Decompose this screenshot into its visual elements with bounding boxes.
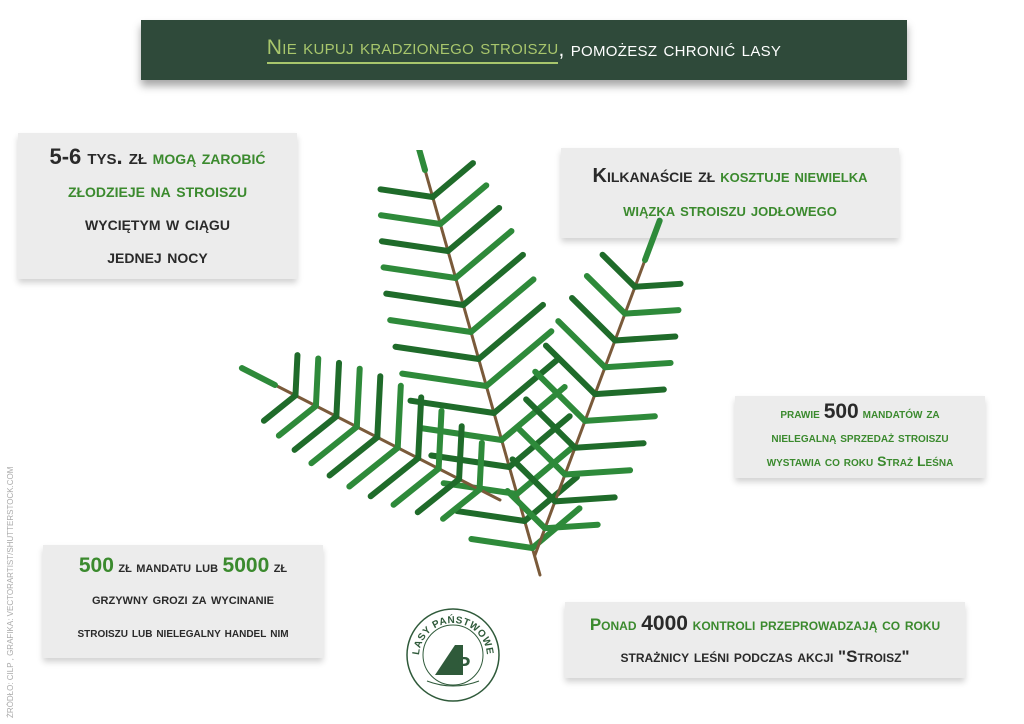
fir-needle xyxy=(377,376,380,437)
fir-branch-illustration xyxy=(235,150,735,590)
lasy-panstwowe-logo xyxy=(405,607,501,703)
fir-needle xyxy=(382,241,448,251)
fir-needle xyxy=(645,221,660,260)
fir-needle xyxy=(386,294,463,305)
fir-needle xyxy=(479,305,543,359)
card1-line3: wyciętym w ciągu xyxy=(85,213,230,235)
fir-needle xyxy=(390,320,471,332)
fact-card-fines xyxy=(735,396,985,478)
fir-needle xyxy=(418,397,421,458)
fir-needle xyxy=(565,470,630,474)
banner-rest: , pomożesz chronić lasy xyxy=(558,38,782,61)
card4-mid1: zł mandatu lub xyxy=(113,559,223,576)
fir-needle xyxy=(459,426,462,479)
fir-needle xyxy=(625,310,678,314)
fir-needle xyxy=(635,284,681,287)
branch-twig xyxy=(535,260,645,555)
card3-line1 xyxy=(735,400,985,425)
fir-needle xyxy=(279,406,316,436)
card5-post: kontroli przeprowadzają co roku xyxy=(687,615,941,634)
card3-line3: wystawia co roku Straż Leśna xyxy=(766,453,954,469)
fir-needle xyxy=(471,539,532,548)
fir-needle xyxy=(615,336,675,340)
fir-needle xyxy=(595,390,664,395)
fir-needle xyxy=(402,374,486,386)
fir-needle xyxy=(411,150,425,170)
fir-needle xyxy=(575,443,644,448)
card5-line1 xyxy=(565,608,965,641)
fir-needle xyxy=(381,215,440,224)
fir-needle xyxy=(555,497,615,501)
fir-needle xyxy=(480,443,482,490)
fir-needle xyxy=(603,255,635,287)
banner-highlight: Nie kupuj kradzionego stroiszu xyxy=(267,36,559,64)
card4-amount2: 5000 xyxy=(222,554,270,577)
card4-mid2: zł xyxy=(269,559,288,576)
card2-amount: Kilkanaście zł xyxy=(592,165,716,187)
source-note: ŹRÓDŁO: CILP , GRAFIKA: VECTORARTIST/SHUTTERSTOCK.COM xyxy=(6,466,15,718)
fir-needle xyxy=(585,416,655,421)
fir-needle xyxy=(384,267,456,278)
card5-number: 4000 xyxy=(641,612,688,635)
card2-line1-rest: kosztuje niewielka xyxy=(715,166,868,186)
fir-needle xyxy=(395,347,478,359)
card5-pre: Ponad xyxy=(589,615,642,634)
fir-needle xyxy=(431,456,509,467)
fir-needle xyxy=(457,511,525,521)
fir-needle xyxy=(433,163,473,197)
fir-needle xyxy=(357,369,360,427)
card3-pre: prawie xyxy=(780,405,824,421)
fact-card-inspections xyxy=(565,602,965,678)
fir-needle xyxy=(264,395,296,420)
card5-line2: strażnicy leśni podczas akcji "Stroisz" xyxy=(620,647,910,666)
fir-needle xyxy=(242,368,275,385)
card1-line1-rest: mogą zarobić xyxy=(147,147,266,169)
card3-line2: nielegalną sprzedaż stroiszu xyxy=(771,429,949,445)
logo-emblem: LP xyxy=(444,654,470,676)
fir-needle xyxy=(295,355,297,395)
card2-line2: wiązka stroiszu jodłowego xyxy=(623,200,837,220)
fir-needle xyxy=(572,298,615,341)
fir-needle xyxy=(439,411,442,469)
fir-needle xyxy=(440,185,486,224)
fir-needle xyxy=(587,276,625,314)
fir-needle xyxy=(336,363,339,416)
card4-line3: stroiszu lub nielegalny handel nim xyxy=(77,624,289,640)
fir-needle xyxy=(398,386,401,448)
fir-needle xyxy=(605,363,671,367)
card3-post: mandatów za xyxy=(858,405,940,421)
logo-ring-text: LASY PAŃSTWOWE xyxy=(410,614,496,656)
card1-amount: 5-6 tys. zł xyxy=(49,144,148,169)
fir-needle xyxy=(381,189,433,197)
title-banner xyxy=(141,20,907,80)
card1-line2: złodzieje na stroiszu xyxy=(67,180,248,202)
card4-amount1: 500 xyxy=(78,554,114,577)
fir-needle xyxy=(558,321,605,367)
card4-line2: grzywny grozi za wycinanie xyxy=(92,591,274,608)
card1-line4: jednej nocy xyxy=(107,246,208,268)
card3-number: 500 xyxy=(823,400,859,423)
fir-needle xyxy=(316,358,318,405)
fir-needle xyxy=(545,525,598,528)
